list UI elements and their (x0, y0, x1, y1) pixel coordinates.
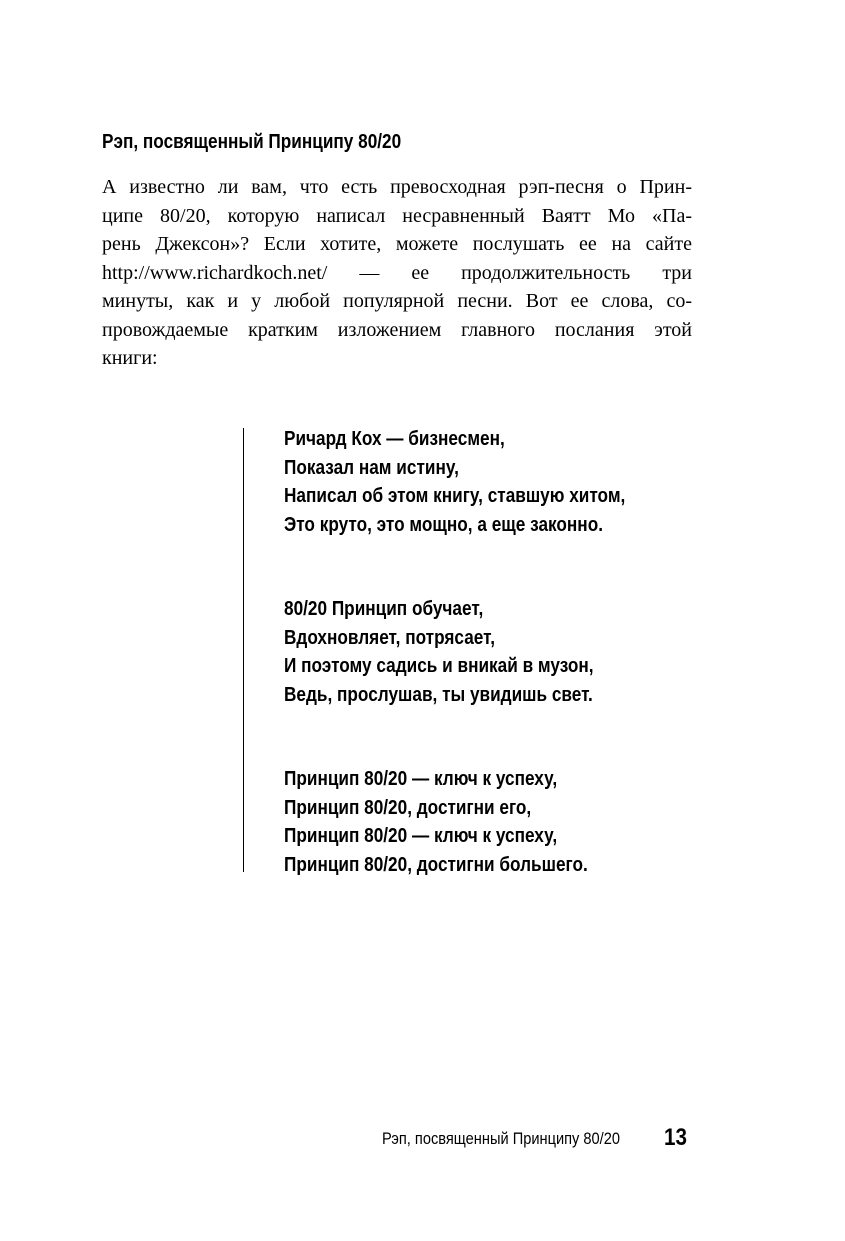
stanza-3 (284, 765, 724, 879)
stanza-2 (284, 595, 724, 709)
intro-line: минуты, как и у любой популярной песни. Вот ее слова, со- (102, 290, 692, 312)
intro-line: http://www.richardkoch.net/ — ее продолжительность три (102, 261, 692, 284)
section-heading: Рэп, посвященный Принципу 80/20 (102, 131, 402, 153)
verse-line: Принцип 80/20, достигни его, (284, 796, 532, 819)
verse-line: Принцип 80/20 — ключ к успеху, (284, 825, 558, 847)
page-number: 13 (664, 1124, 687, 1151)
intro-line: провождаемые кратким изложением главного послания этой (102, 318, 692, 341)
verse-line: Ведь, прослушав, ты увидишь свет. (284, 683, 593, 706)
intro-line: А известно ли вам, что есть превосходная рэп-песня о Прин- (102, 176, 692, 198)
rap-lyrics (284, 425, 724, 935)
stanza-1 (284, 425, 724, 539)
intro-line: рень Джексон»? Если хотите, можете послушать ее на сайте (102, 233, 692, 255)
intro-paragraph (102, 173, 692, 373)
verse-line: Это круто, это мощно, а еще законно. (284, 513, 603, 536)
verse-line: И поэтому садись и вникай в музон, (284, 655, 594, 677)
verse-line: Принцип 80/20, достигни большего. (284, 853, 588, 876)
verse-line: Ричард Кох — бизнесмен, (284, 428, 505, 450)
running-title: Рэп, посвященный Принципу 80/20 (382, 1129, 620, 1148)
intro-line: книги: (102, 347, 158, 369)
verse-line: Написал об этом книгу, ставшую хитом, (284, 485, 626, 507)
verse-line: Показал нам истину, (284, 456, 459, 479)
intro-line: ципе 80/20, которую написал несравненный Ваятт Мо «Па- (102, 204, 692, 227)
verse-line: Принцип 80/20 — ключ к успеху, (284, 768, 558, 790)
verse-line: Вдохновляет, потрясает, (284, 626, 496, 649)
verse-vertical-rule (243, 428, 244, 872)
verse-line: 80/20 Принцип обучает, (284, 598, 484, 620)
